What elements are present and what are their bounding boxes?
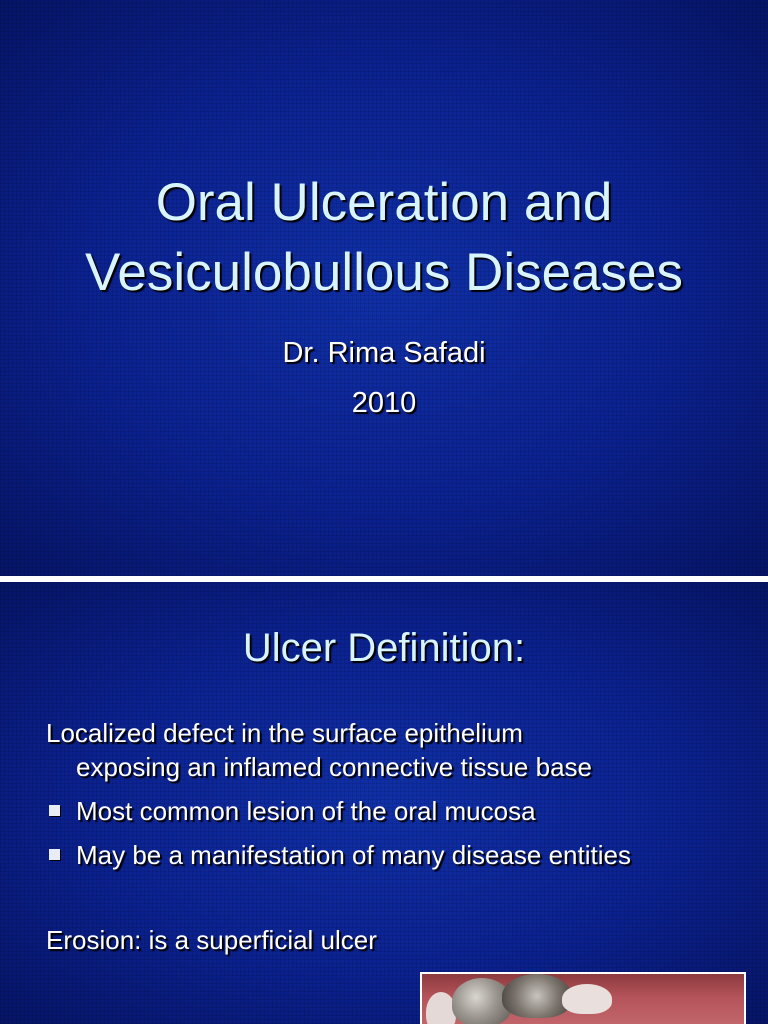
tooth-shape bbox=[562, 984, 612, 1014]
author-name: Dr. Rima Safadi bbox=[282, 337, 486, 369]
slide-heading: Ulcer Definition: bbox=[242, 626, 526, 670]
title-line-2: Vesiculobullous Diseases bbox=[84, 243, 684, 302]
title-line-1: Oral Ulceration and bbox=[155, 173, 613, 232]
erosion-definition: Erosion: is a superficial ulcer bbox=[46, 925, 377, 955]
bullet-text: Most common lesion of the oral mucosa bbox=[76, 796, 536, 826]
presentation-year: 2010 bbox=[351, 387, 417, 419]
definition-line-2: exposing an inflamed connective tissue base bbox=[76, 752, 592, 782]
square-bullet-icon bbox=[49, 849, 60, 860]
definition-paragraph bbox=[46, 716, 746, 784]
definition-line-1: Localized defect in the surface epithelium bbox=[46, 718, 523, 748]
square-bullet-icon bbox=[49, 805, 60, 816]
definition-slide bbox=[0, 582, 768, 1024]
slide-title bbox=[0, 168, 768, 308]
bullet-item bbox=[46, 838, 746, 872]
bullet-text: May be a manifestation of many disease entities bbox=[76, 840, 631, 870]
oral-ulcer-photo bbox=[420, 972, 746, 1024]
bullet-item bbox=[46, 794, 746, 828]
